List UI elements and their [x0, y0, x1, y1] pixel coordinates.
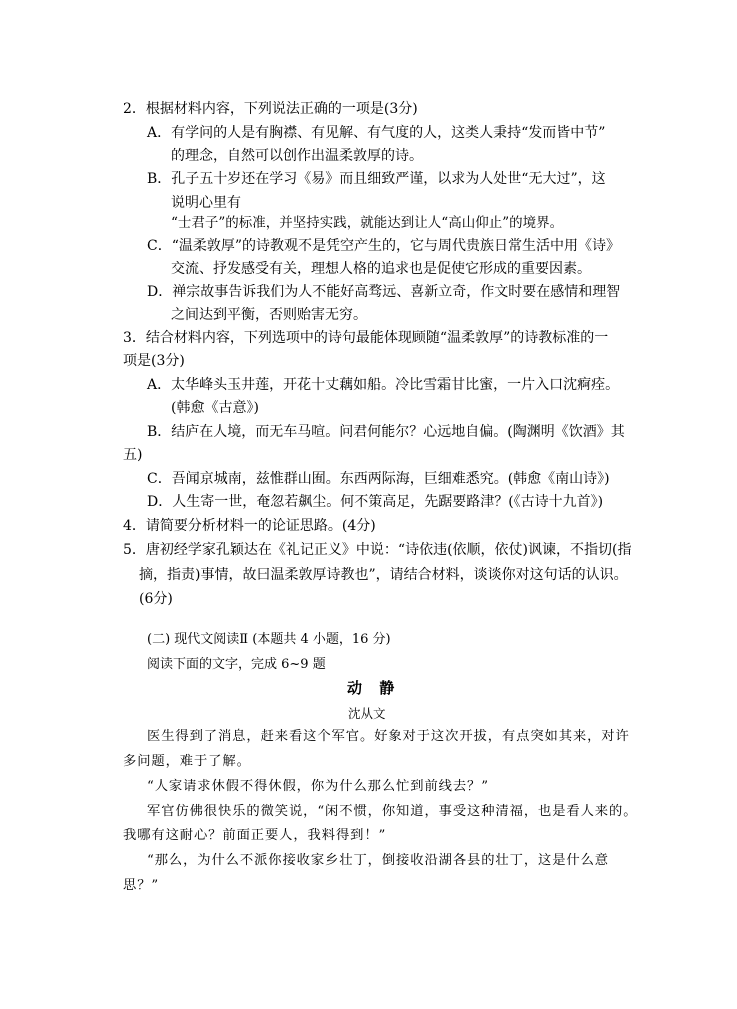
story-paragraph-4-line1: “那么，为什么不派你接收家乡壮丁，倒接收沿湖各县的壮丁，这是什么意	[147, 853, 609, 868]
q3-option-b-line1: B．结庐在人境，而无车马喧。问君何能尔？心远地自偏。(陶渊明《饮酒》其	[147, 424, 625, 440]
q2-stem: 2．根据材料内容，下列说法正确的一项是(3分)	[123, 101, 418, 117]
q2-option-d-line1: D．禅宗故事告诉我们为人不能好高骛远、喜新立奇，作文时要在感情和理智	[147, 284, 621, 300]
section-instruction: 阅读下面的文字，完成 6~9 题	[147, 657, 326, 672]
q4-stem: 4．请简要分析材料一的论证思路。(4分)	[123, 518, 376, 534]
q2-option-a-line1: A．有学问的人是有胸襟、有见解、有气度的人，这类人秉持“发而皆中节”	[147, 125, 606, 141]
story-paragraph-1-line1: 医生得到了消息，赶来看这个军官。好象对于这次开拔，有点突如其来，对许	[147, 729, 630, 744]
q2-option-b-line1: B．孔子五十岁还在学习《易》而且细致严谨，以求为人处世“无大过”，这	[147, 171, 606, 187]
q2-option-a-line2: 的理念，自然可以创作出温柔敦厚的诗。	[171, 148, 423, 164]
q2-option-d-line2: 之间达到平衡，否则贻害无穷。	[171, 307, 367, 323]
q3-stem-line2: 项是(3分)	[123, 353, 185, 369]
q3-option-a-line1: A．太华峰头玉井莲，开花十丈藕如船。冷比雪霜甘比蜜，一片入口沈痾痊。	[147, 377, 620, 393]
section-heading: (二) 现代文阅读Ⅱ (本题共 4 小题，16 分)	[147, 632, 391, 647]
story-paragraph-1-line2: 多问题，难于了解。	[123, 754, 251, 769]
story-title: 动 静	[347, 679, 401, 697]
q2-option-c-line2: 交流、抒发感受有关，理想人格的追求也是促使它形成的重要因素。	[171, 261, 591, 277]
q2-option-b-line2: 说明心里有	[171, 195, 241, 211]
story-paragraph-3-line2: 我哪有这耐心？前面正要人，我料得到！”	[123, 828, 387, 843]
q3-stem-line1: 3．结合材料内容，下列选项中的诗句最能体现顾随“温柔敦厚”的诗教标准的一	[123, 330, 609, 346]
q2-option-b-line3: “士君子”的标准，并坚持实践，就能达到让人“高山仰止”的境界。	[171, 215, 564, 231]
story-paragraph-3-line1: 军官仿佛很快乐的微笑说，“闲不惯，你知道，事受这种清福，也是看人来的。	[147, 804, 638, 819]
story-paragraph-2: “人家请求休假不得休假，你为什么那么忙到前线去？”	[147, 779, 489, 794]
q3-option-b-line2: 五)	[123, 447, 143, 463]
q5-line3: (6分)	[139, 591, 173, 607]
q2-option-c-line1: C．“温柔敦厚”的诗教观不是凭空产生的，它与周代贵族日常生活中用《诗》	[147, 238, 621, 254]
q3-option-d-line1: D．人生寄一世，奄忽若飙尘。何不策高足，先踞要路津？(《古诗十九首》)	[147, 494, 604, 510]
q5-line1: 5．唐初经学家孔颖达在《礼记正义》中说：“诗依违(依顺，依仗)讽谏，不指切(指	[123, 542, 632, 558]
q5-line2: 摘，指责)事情，故曰温柔敦厚诗教也”，请结合材料，谈谈你对这句话的认识。	[139, 567, 628, 583]
story-author: 沈从文	[348, 706, 386, 721]
q3-option-a-line2: (韩愈《古意》)	[171, 400, 259, 416]
q3-option-c-line1: C．吾闻京城南，兹惟群山囿。东西两际海，巨细难悉究。(韩愈《南山诗》)	[147, 471, 610, 487]
story-paragraph-4-line2: 思？”	[123, 878, 160, 893]
